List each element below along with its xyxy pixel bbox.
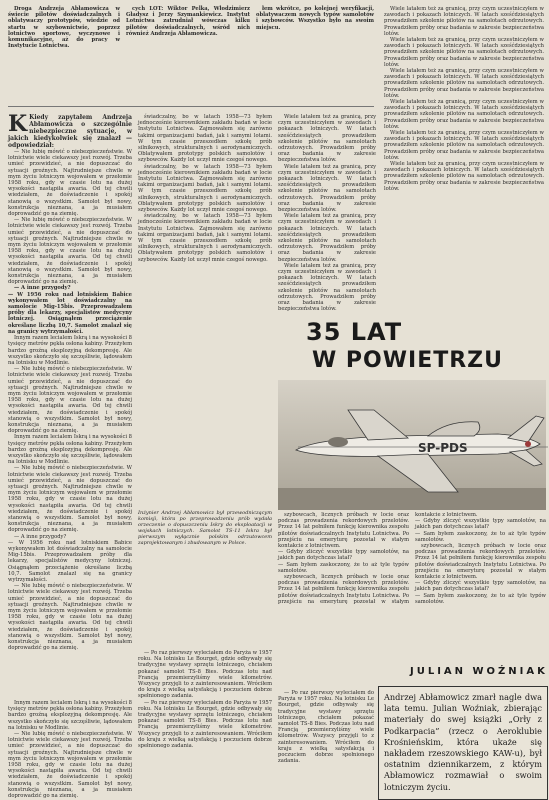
intro-col-2: cych LOT: Wiktor Pelka, Włodzimierz Gładysz i Jerzy Szymankiewicz. Instytut Lotnictwa zatrudniał wówczas kilku pilotów doświadczalnych, wśród nich również Andrzeja Abłamowicza.	[126, 6, 250, 37]
article-column-center-bottom: — Po raz pierwszy wyleciałem do Paryża w 1957 roku. Na lotnisku Le Bourget, gdzie odbywały się tradycyjne wystawy sprzętu lotniczego, chciałem pokazać samolot TS-8 Bies. Podczas lotu nad Francją przemierzyliśmy wiele kilometrów. Wszyscy przyjęli to z zainteresowaniem. Wróciłem do kraju z wielką satysfakcją i poczuciem dobrze spełnionego zadania.	[278, 690, 374, 765]
author-signature: JULIAN WOŹNIAK	[410, 666, 548, 677]
headline-line-1: 35 LAT	[306, 318, 403, 346]
article-column-left: K Kiedy zapytałem Andrzeja Abłamowicza o szczególnie niebezpieczne sytuacje, w jakich kiedykolwiek się znalazł — odpowiedział: — Nie lubię mówić o niebezpieczeństwie. W lotnictwie wiele ciekawszy jest rozwój. Trzeba umieć przewidzieć, a nie dopuszczać do sytuacji groźnych. Najtrudniejsze chwile w mym życiu lotniczym wojowałem w przełomie 1958 roku, gdy w czasie lotu na dużej wysokości nastąpiła awaria. Od tej chwili wiedziałem, że doświadczenie i spokój stanowią o wszystkim. Samolot był nowy, konstrukcja nieznana, a ja musiałem doprowadzić go na ziemię. — Nie lubię mówić o niebezpieczeństwie. W lotnictwie wiele ciekawszy jest rozwój. Trzeba umieć przewidzieć, a nie dopuszczać do sytuacji groźnych. Najtrudniejsze chwile w mym życiu lotniczym wojowałem w przełomie 1958 roku, gdy w czasie lotu na dużej wysokości nastąpiła awaria. Od tej chwili wiedziałem, że doświadczenie i spokój stanowią o wszystkim. Samolot był nowy, konstrukcja nieznana, a ja musiałem doprowadzić go na ziemię. — A inne przygody? — W 1956 roku nad lotniskiem Babice wykonywałem lot doświadczalny na samolocie Mig-15bis. Przeprowadzałem próby dla lekarzy, specjalistów medycyny lotniczej. Osiągnąłem przeciążenie określane liczbą 10,7. Samolot znalazł się na granicy wytrzymałości. Innym razem lecialem Iskrą i na wysokości 8 tysięcy metrów pękła osłona kabiny. Przeżyłem bardzo groźną eksplozyjną dekompresję. Ale wszystko skończyło się szczęśliwie, lądowałem na lotnisku w Modlinie. — Nie lubię mówić o niebezpieczeństwie. W lotnictwie wiele ciekawszy jest rozwój. Trzeba umieć przewidzieć, a nie dopuszczać do sytuacji groźnych. Najtrudniejsze chwile w mym życiu lotniczym wojowałem w przełomie 1958 roku, gdy w czasie lotu na dużej wysokości nastąpiła awaria. Od tej chwili wiedziałem, że doświadczenie i spokój stanowią o wszystkim. Samolot był nowy, konstrukcja nieznana, a ja musiałem doprowadzić go na ziemię. Innym razem lecialem Iskrą i na wysokości 8 tysięcy metrów pękła osłona kabiny. Przeżyłem bardzo groźną eksplozyjną dekompresję. Ale wszystko skończyło się szczęśliwie, lądowałem na lotnisku w Modlinie. — Nie lubię mówić o niebezpieczeństwie. W lotnictwie wiele ciekawszy jest rozwój. Trzeba umieć przewidzieć, a nie dopuszczać do sytuacji groźnych. Najtrudniejsze chwile w mym życiu lotniczym wojowałem w przełomie 1958 roku, gdy w czasie lotu na dużej wysokości nastąpiła awaria. Od tej chwili wiedziałem, że doświadczenie i spokój stanowią o wszystkim. Samolot był nowy, konstrukcja nieznana, a ja musiałem doprowadzić go na ziemię. — A inne przygody? — W 1956 roku nad lotniskiem Babice wykonywałem lot doświadczalny na samolocie Mig-15bis. Przeprowadzałem próby dla lekarzy, specjalistów medycyny lotniczej. Osiągnąłem przeciążenie określane liczbą 10,7. Samolot znalazł się na granicy wytrzymałości. — Nie lubię mówić o niebezpieczeństwie. W lotnictwie wiele ciekawszy jest rozwój. Trzeba umieć przewidzieć, a nie dopuszczać do sytuacji groźnych. Najtrudniejsze chwile w mym życiu lotniczym wojowałem w przełomie 1958 roku, gdy w czasie lotu na dużej wysokości nastąpiła awaria. Od tej chwili wiedziałem, że doświadczenie i spokój stanowią o wszystkim. Samolot był nowy, konstrukcja nieznana, a ja musiałem doprowadzić go na ziemię.	[8, 111, 132, 652]
top-divider	[8, 106, 374, 107]
photo-caption: Inżynier Andrzej Abłamowicz był przewodniczącym komisji, która po przeprowadzeniu prób wydała orzeczenie o dopuszczeniu Iskry do eksploatacji w wojskach lotniczych. Samolot TS-11 Iskra był pierwszym wyłącznie polskim odrzutowcem zaprojektowanym i zbudowanym w Polsce.	[138, 510, 272, 546]
drop-cap: K	[8, 111, 28, 137]
aircraft-photo	[278, 380, 546, 510]
right-upper-column: Wiele latałem też za granicą, przy czym uczestniczyłem w zawodach i pokazach lotniczych. W latach sześćdziesiątych prowadziłem szkolenie pilotów na samolotach odrzutowych. Prowadziłem próby oraz badania w zakresie bezpieczeństwa lotów. Wiele latałem też za granicą, przy czym uczestniczyłem w zawodach i pokazach lotniczych. W latach sześćdziesiątych prowadziłem szkolenie pilotów na samolotach odrzutowych. Prowadziłem próby oraz badania w zakresie bezpieczeństwa lotów. Wiele latałem też za granicą, przy czym uczestniczyłem w zawodach i pokazach lotniczych. W latach sześćdziesiątych prowadziłem szkolenie pilotów na samolotach odrzutowych. Prowadziłem próby oraz badania w zakresie bezpieczeństwa lotów. Wiele latałem też za granicą, przy czym uczestniczyłem w zawodach i pokazach lotniczych. W latach sześćdziesiątych prowadziłem szkolenie pilotów na samolotach odrzutowych. Prowadziłem próby oraz badania w zakresie bezpieczeństwa lotów. Wiele latałem też za granicą, przy czym uczestniczyłem w zawodach i pokazach lotniczych. W latach sześćdziesiątych prowadziłem szkolenie pilotów na samolotach odrzutowych. Prowadziłem próby oraz badania w zakresie bezpieczeństwa lotów. Wiele latałem też za granicą, przy czym uczestniczyłem w zawodach i pokazach lotniczych. W latach sześćdziesiątych prowadziłem szkolenie pilotów na samolotach odrzutowych. Prowadziłem próby oraz badania w zakresie bezpieczeństwa lotów.	[384, 6, 544, 192]
intro-col-1: Droga Andrzeja Abłamowicza w świecie pilotów doświadczalnych i oblatywaczy prototypów, wiedzie od startu w szybownictwie, poprzez lotnictwo sportowe, wyczynowe i komunikacyjne, aż do pracy w Instytucie Lotnictwa.	[8, 6, 120, 50]
headline-line-2: W POWIETRZU	[312, 348, 503, 373]
article-column-middle: świadczalny, bo w latach 1958—73 byłem jednocześnie kierownikiem zakładu badań w locie Instytutu Lotnictwa. Zajmowałem się zarówno takimi organizacjami badań, jak i samymi lotami. W tym czasie przeszedłem szkołę prób silnikowych, strukturalnych i aerodynamicznych. Oblatywałem prototypy polskich samolotów i szybowców. Każdy lot uczył mnie czegoś nowego. świadczalny, bo w latach 1958—73 byłem jednocześnie kierownikiem zakładu badań w locie Instytutu Lotnictwa. Zajmowałem się zarówno takimi organizacjami badań, jak i samymi lotami. W tym czasie przeszedłem szkołę prób silnikowych, strukturalnych i aerodynamicznych. Oblatywałem prototypy polskich samolotów i szybowców. Każdy lot uczył mnie czegoś nowego. świadczalny, bo w latach 1958—73 byłem jednocześnie kierownikiem zakładu badań w locie Instytutu Lotnictwa. Zajmowałem się zarówno takimi organizacjami badań, jak i samymi lotami. W tym czasie przeszedłem szkołę prób silnikowych, strukturalnych i aerodynamicznych. Oblatywałem prototypy polskich samolotów i szybowców. Każdy lot uczył mnie czegoś nowego.	[138, 114, 272, 263]
article-column-middle-lower: — Po raz pierwszy wyleciałem do Paryża w 1957 roku. Na lotnisku Le Bourget, gdzie odbywały się tradycyjne wystawy sprzętu lotniczego, chciałem pokazać samolot TS-8 Bies. Podczas lotu nad Francją przemierzyliśmy wiele kilometrów. Wszyscy przyjęli to z zainteresowaniem. Wróciłem do kraju z wielką satysfakcją i poczuciem dobrze spełnionego zadania. — Po raz pierwszy wyleciałem do Paryża w 1957 roku. Na lotnisku Le Bourget, gdzie odbywały się tradycyjne wystawy sprzętu lotniczego, chciałem pokazać samolot TS-8 Bies. Podczas lotu nad Francją przemierzyliśmy wiele kilometrów. Wszyscy przyjęli to z zainteresowaniem. Wróciłem do kraju z wielką satysfakcją i poczuciem dobrze spełnionego zadania.	[138, 650, 272, 750]
article-column-center-right: Wiele latałem też za granicą, przy czym uczestniczyłem w zawodach i pokazach lotniczych. W latach sześćdziesiątych prowadziłem szkolenie pilotów na samolotach odrzutowych. Prowadziłem próby oraz badania w zakresie bezpieczeństwa lotów. Wiele latałem też za granicą, przy czym uczestniczyłem w zawodach i pokazach lotniczych. W latach sześćdziesiątych prowadziłem szkolenie pilotów na samolotach odrzutowych. Prowadziłem próby oraz badania w zakresie bezpieczeństwa lotów. Wiele latałem też za granicą, przy czym uczestniczyłem w zawodach i pokazach lotniczych. W latach sześćdziesiątych prowadziłem szkolenie pilotów na samolotach odrzutowych. Prowadziłem próby oraz badania w zakresie bezpieczeństwa lotów. Wiele latałem też za granicą, przy czym uczestniczyłem w zawodach i pokazach lotniczych. W latach sześćdziesiątych prowadziłem szkolenie pilotów na samolotach odrzutowych. Prowadziłem próby oraz badania w zakresie bezpieczeństwa lotów.	[278, 114, 376, 313]
aircraft-registration: SP-PDS	[418, 441, 468, 455]
jet-aircraft-illustration	[278, 380, 546, 510]
article-column-right-lower: szybowcach, licznych próbach w locie oraz podczas prowadzenia rekordowych przelotów. Przez 14 lat pełniłem funkcję kierownika zespołu pilotów doświadczalnych Instytutu Lotnictwa. Po przejściu na emeryturę pozostał w stałym kontakcie z lotnictwem. — Gdyby zliczyć wszystkie typy samolotów, na jakich pan dotychczas latał? — Sam byłem zaskoczony, że to aż tyle typów samolotów. szybowcach, licznych próbach w locie oraz podczas prowadzenia rekordowych przelotów. Przez 14 lat pełniłem funkcję kierownika zespołu pilotów doświadczalnych Instytutu Lotnictwa. Po przejściu na emeryturę pozostał w stałym kontakcie z lotnictwem. — Gdyby zliczyć wszystkie typy samolotów, na jakich pan dotychczas latał? — Sam byłem zaskoczony, że to aż tyle typów samolotów. szybowcach, licznych próbach w locie oraz podczas prowadzenia rekordowych przelotów. Przez 14 lat pełniłem funkcję kierownika zespołu pilotów doświadczalnych Instytutu Lotnictwa. Po przejściu na emeryturę pozostał w stałym kontakcie z lotnictwem. — Gdyby zliczyć wszystkie typy samolotów, na jakich pan dotychczas latał? — Sam byłem zaskoczony, że to aż tyle typów samolotów.	[278, 512, 546, 605]
intro-col-3: łem wkrótce, po kolejnej weryfikacji, oblatywaczem nowych typów samolotów i szybowców. Wszystko było na swoim miejscu.	[256, 6, 374, 31]
article-column-left-lower: Innym razem lecialem Iskrą i na wysokości 8 tysięcy metrów pękła osłona kabiny. Przeżyłem bardzo groźną eksplozyjną dekompresję. Ale wszystko skończyło się szczęśliwie, lądowałem na lotnisku w Modlinie. — Nie lubię mówić o niebezpieczeństwie. W lotnictwie wiele ciekawszy jest rozwój. Trzeba umieć przewidzieć, a nie dopuszczać do sytuacji groźnych. Najtrudniejsze chwile w mym życiu lotniczym wojowałem w przełomie 1958 roku, gdy w czasie lotu na dużej wysokości nastąpiła awaria. Od tej chwili wiedziałem, że doświadczenie i spokój stanowią o wszystkim. Samolot był nowy, konstrukcja nieznana, a ja musiałem doprowadzić go na ziemię.	[8, 700, 132, 800]
author-bio-box: Andrzej Abłamowicz zmarł nagle dwa lata temu. Julian Woźniak, zbierając materiały do swej książki „Orły z Podkarpacia” (rzecz o Aeroklubie Krośnieńskim, która ukaże się nakładem rzeszowskiego KAW-u), był ostatnim dziennikarzem, z którym Abłamowicz rozmawiał o swoim lotniczym życiu.	[378, 686, 548, 800]
